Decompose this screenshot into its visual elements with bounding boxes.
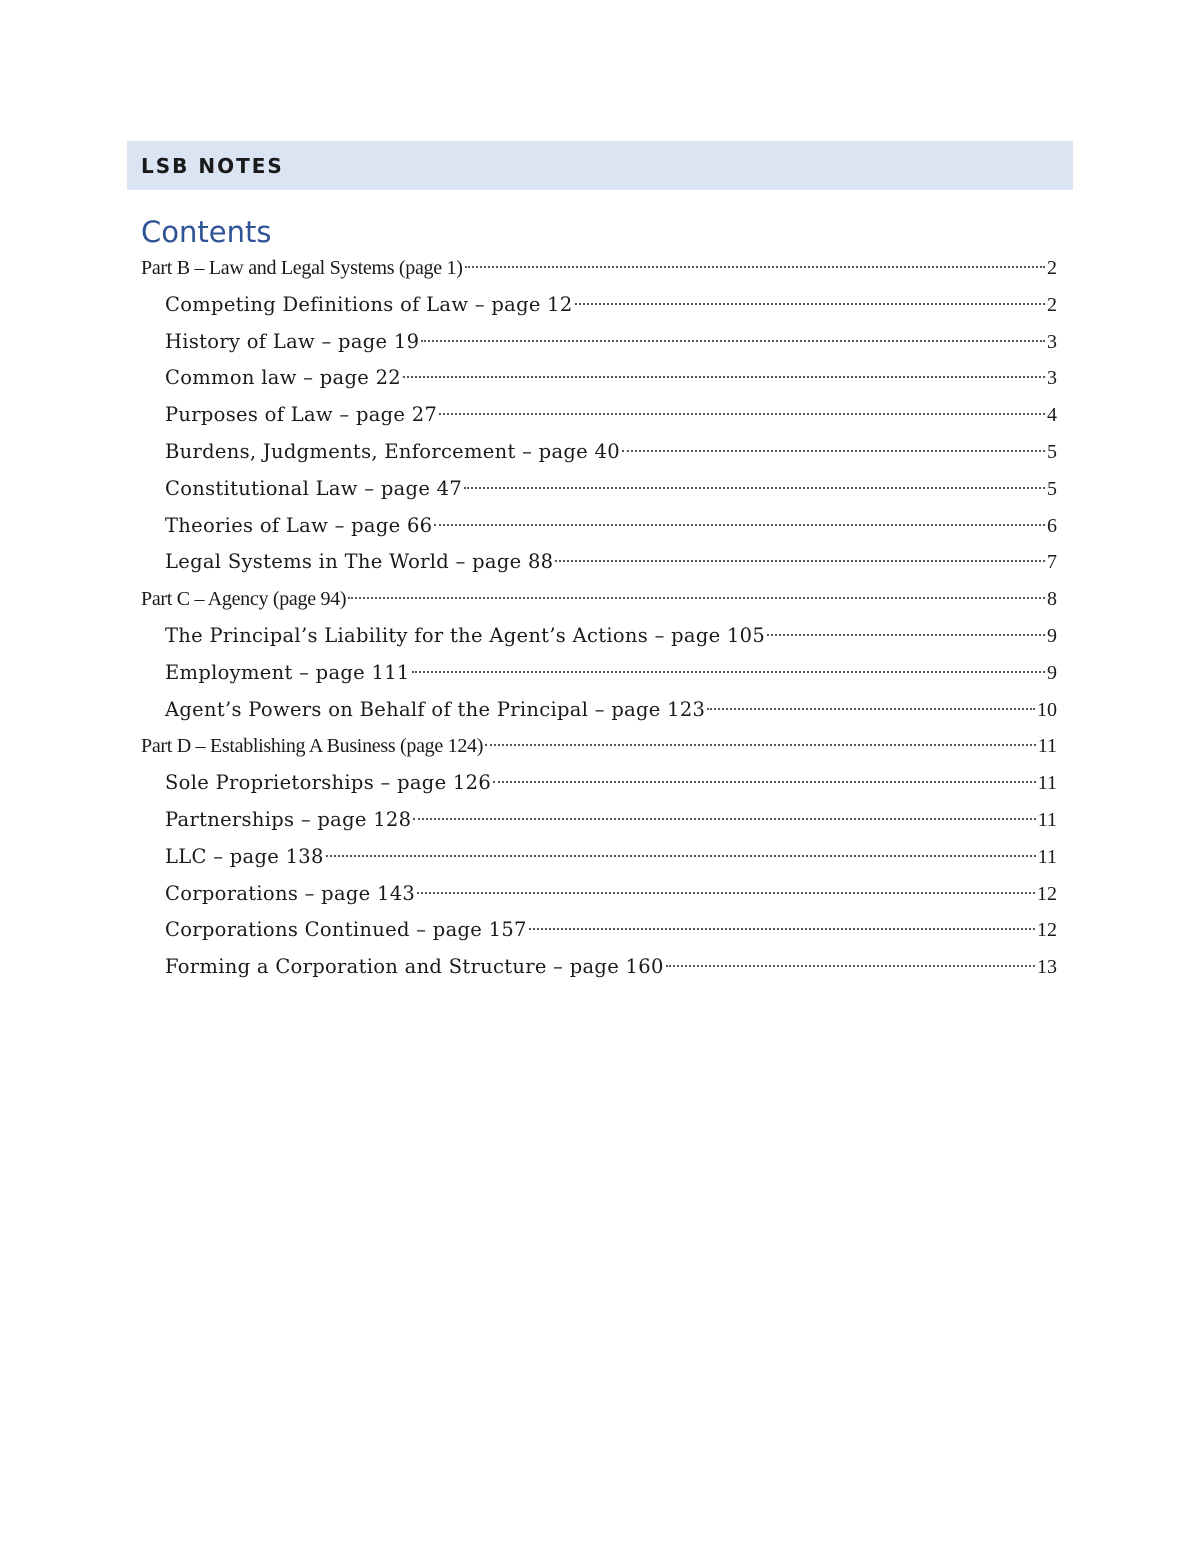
toc-page-number: 9 xyxy=(1047,624,1057,647)
toc-part-entry[interactable] xyxy=(141,728,1057,765)
toc-entry-title: The Principal’s Liability for the Agent’s Actions – page 105 xyxy=(165,623,766,647)
toc-dot-leader xyxy=(707,708,1035,710)
toc-entry-title: Partnerships – page 128 xyxy=(165,807,412,831)
table-of-contents xyxy=(141,250,1057,986)
toc-section-entry[interactable] xyxy=(141,544,1057,581)
toc-section-entry[interactable] xyxy=(141,876,1057,913)
toc-section-entry[interactable] xyxy=(141,949,1057,986)
toc-entry-title: Sole Proprietorships – page 126 xyxy=(165,771,492,795)
document-header xyxy=(127,141,1073,190)
toc-dot-leader xyxy=(412,671,1045,673)
toc-section-entry[interactable] xyxy=(141,360,1057,397)
toc-section-entry[interactable] xyxy=(141,765,1057,802)
toc-part-entry[interactable] xyxy=(141,250,1057,287)
toc-page-number: 2 xyxy=(1047,293,1057,316)
toc-dot-leader xyxy=(439,413,1045,415)
toc-page-number: 4 xyxy=(1047,404,1057,427)
toc-entry-title: Part C – Agency (page 94) xyxy=(141,588,347,611)
toc-entry-title: Purposes of Law – page 27 xyxy=(165,403,438,427)
toc-entry-title: History of Law – page 19 xyxy=(165,329,420,353)
toc-section-entry[interactable] xyxy=(141,839,1057,876)
toc-entry-title: Agent’s Powers on Behalf of the Principal – page 123 xyxy=(165,697,706,721)
toc-dot-leader xyxy=(575,303,1045,305)
toc-entry-title: Burdens, Judgments, Enforcement – page 40 xyxy=(165,439,620,463)
toc-dot-leader xyxy=(555,560,1045,562)
toc-section-entry[interactable] xyxy=(141,397,1057,434)
toc-section-entry[interactable] xyxy=(141,324,1057,361)
toc-page-number: 5 xyxy=(1047,477,1057,500)
toc-dot-leader xyxy=(403,376,1045,378)
toc-section-entry[interactable] xyxy=(141,287,1057,324)
toc-dot-leader xyxy=(417,892,1035,894)
toc-page-number: 13 xyxy=(1037,956,1057,979)
toc-dot-leader xyxy=(434,524,1045,526)
toc-section-entry[interactable] xyxy=(141,655,1057,692)
toc-dot-leader xyxy=(493,781,1036,783)
toc-section-entry[interactable] xyxy=(141,434,1057,471)
toc-entry-title: Part B – Law and Legal Systems (page 1) xyxy=(141,257,463,279)
toc-page-number: 3 xyxy=(1047,330,1057,353)
toc-section-entry[interactable] xyxy=(141,471,1057,508)
toc-dot-leader xyxy=(622,450,1045,452)
toc-page-number: 8 xyxy=(1047,588,1057,611)
toc-dot-leader xyxy=(348,597,1045,599)
toc-section-entry[interactable] xyxy=(141,618,1057,655)
toc-page-number: 12 xyxy=(1037,919,1057,942)
toc-entry-title: Theories of Law – page 66 xyxy=(165,513,433,537)
toc-section-entry[interactable] xyxy=(141,912,1057,949)
toc-dot-leader xyxy=(465,266,1045,268)
toc-page-number: 7 xyxy=(1047,551,1057,574)
toc-section-entry[interactable] xyxy=(141,802,1057,839)
toc-dot-leader xyxy=(767,634,1045,636)
toc-entry-title: Part D – Establishing A Business (page 124) xyxy=(141,735,484,758)
toc-entry-title: Employment – page 111 xyxy=(165,660,410,684)
contents-heading: Contents xyxy=(141,215,272,249)
toc-dot-leader xyxy=(485,744,1036,746)
toc-page-number: 11 xyxy=(1037,845,1057,868)
toc-dot-leader xyxy=(529,928,1035,930)
toc-page-number: 10 xyxy=(1037,698,1057,721)
toc-dot-leader xyxy=(666,965,1035,967)
toc-dot-leader xyxy=(326,855,1036,857)
toc-page-number: 12 xyxy=(1037,882,1057,905)
toc-section-entry[interactable] xyxy=(141,508,1057,545)
document-title: LSB NOTES xyxy=(141,154,284,178)
toc-page-number: 3 xyxy=(1047,367,1057,390)
toc-entry-title: Competing Definitions of Law – page 12 xyxy=(165,292,573,316)
toc-entry-title: Corporations Continued – page 157 xyxy=(165,918,527,942)
toc-entry-title: LLC – page 138 xyxy=(165,844,324,868)
toc-page-number: 11 xyxy=(1037,772,1057,795)
toc-entry-title: Legal Systems in The World – page 88 xyxy=(165,550,554,574)
toc-dot-leader xyxy=(464,487,1045,489)
toc-entry-title: Corporations – page 143 xyxy=(165,881,416,905)
toc-page-number: 5 xyxy=(1047,440,1057,463)
toc-dot-leader xyxy=(421,340,1045,342)
toc-entry-title: Forming a Corporation and Structure – page 160 xyxy=(165,955,664,979)
toc-page-number: 6 xyxy=(1047,514,1057,537)
toc-part-entry[interactable] xyxy=(141,581,1057,618)
toc-page-number: 9 xyxy=(1047,661,1057,684)
toc-section-entry[interactable] xyxy=(141,692,1057,729)
toc-entry-title: Common law – page 22 xyxy=(165,366,401,390)
toc-entry-title: Constitutional Law – page 47 xyxy=(165,476,463,500)
toc-page-number: 11 xyxy=(1037,808,1057,831)
toc-page-number: 11 xyxy=(1037,735,1057,758)
toc-dot-leader xyxy=(413,818,1035,820)
toc-page-number: 2 xyxy=(1047,257,1057,279)
